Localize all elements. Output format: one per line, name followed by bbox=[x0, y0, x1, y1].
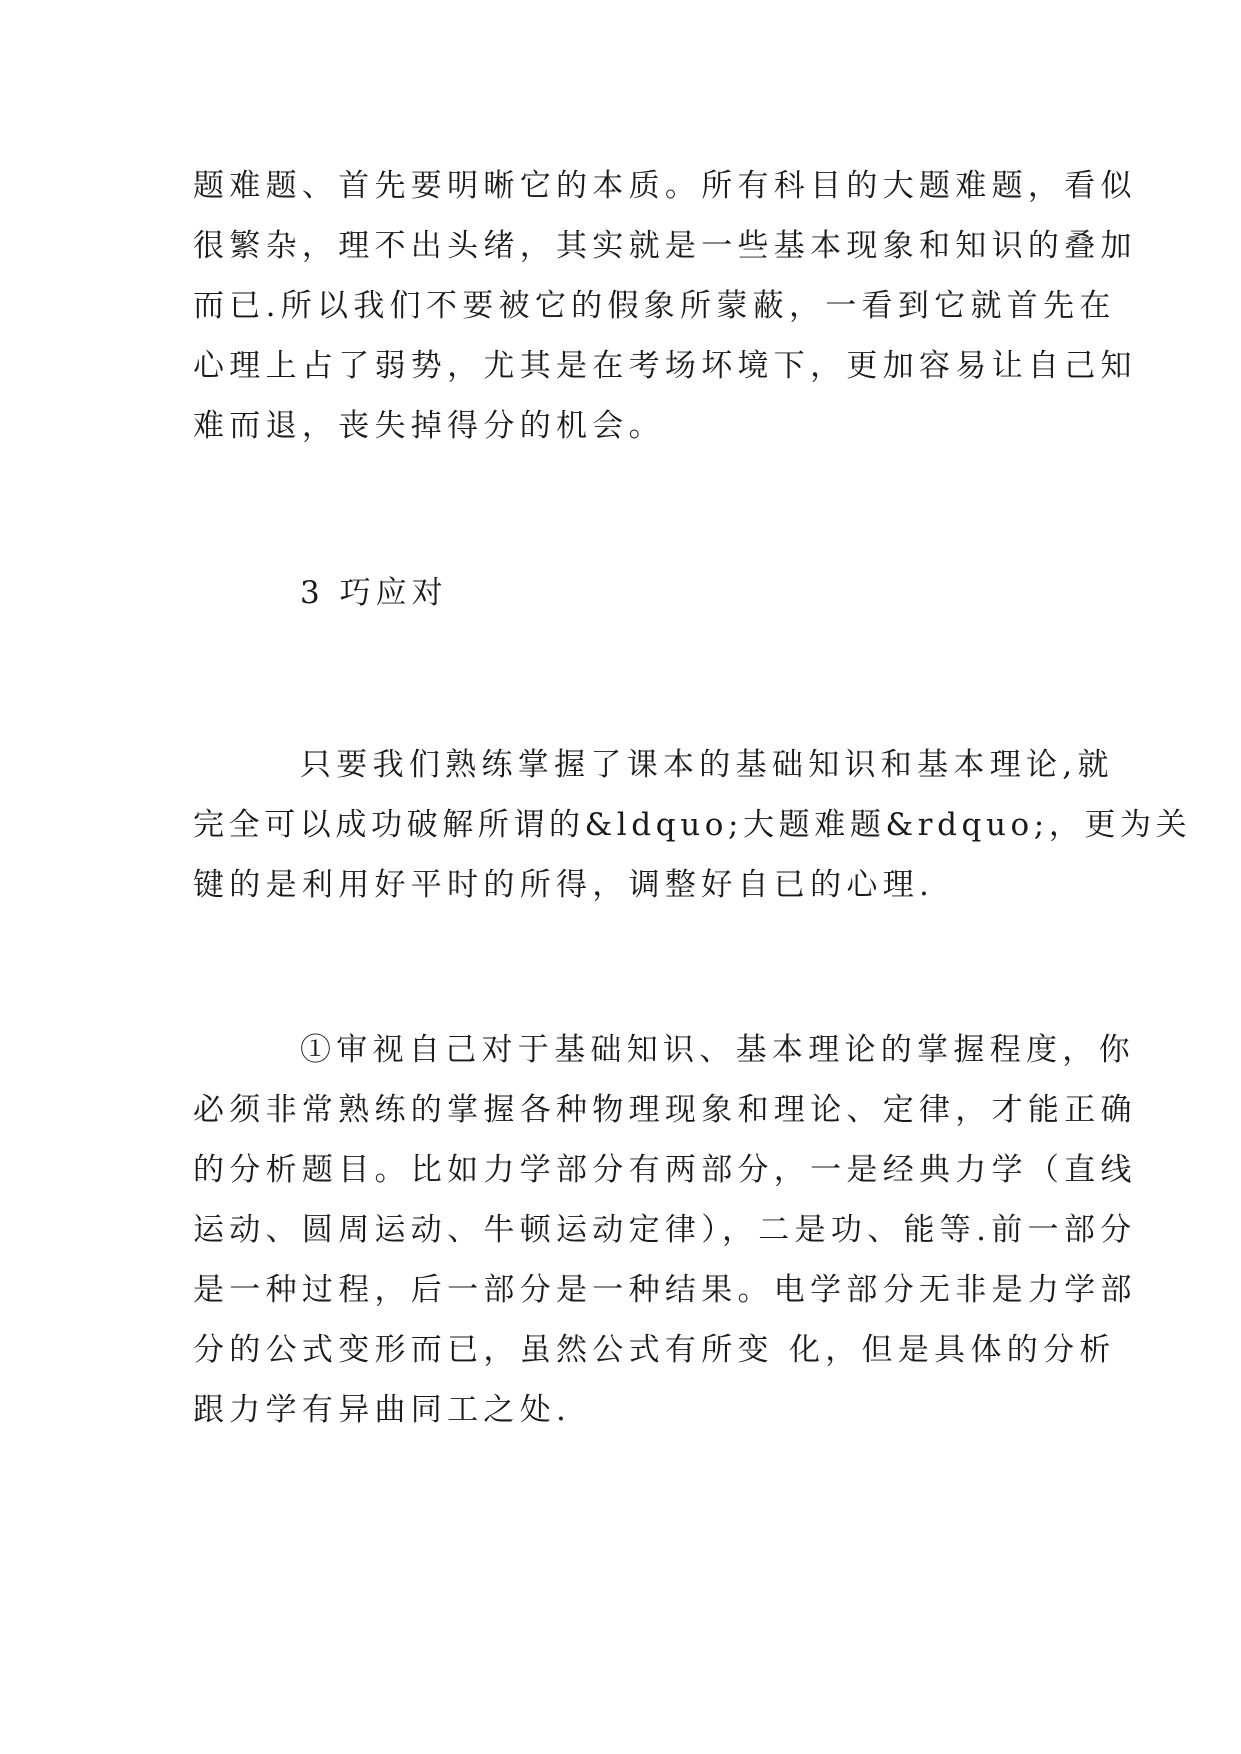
paragraph-2-line-2: 完全可以成功破解所谓的&ldquo;大题难题&rdquo;，更为关 bbox=[193, 807, 1192, 843]
paragraph-1-line-2: 很繁杂，理不出头绪，其实就是一些基本现象和知识的叠加 bbox=[193, 228, 1137, 264]
paragraph-3-line-4: 运动、圆周运动、牛顿运动定律），二是功、能等.前一部分 bbox=[193, 1212, 1137, 1248]
paragraph-3-line-2: 必须非常熟练的掌握各种物理现象和理论、定律，才能正确 bbox=[193, 1092, 1137, 1128]
paragraph-1-line-4: 心理上占了弱势，尤其是在考场坏境下，更加容易让自己知 bbox=[193, 348, 1137, 384]
paragraph-3-line-3: 的分析题目。比如力学部分有两部分，一是经典力学（直线 bbox=[193, 1152, 1137, 1188]
paragraph-3-line-5: 是一种过程，后一部分是一种结果。电学部分无非是力学部 bbox=[193, 1272, 1137, 1308]
paragraph-1-line-1: 题难题、首先要明晰它的本质。所有科目的大题难题，看似 bbox=[193, 168, 1137, 204]
paragraph-3-line-7: 跟力学有异曲同工之处. bbox=[193, 1392, 572, 1428]
paragraph-1-line-3: 而已.所以我们不要被它的假象所蒙蔽，一看到它就首先在 bbox=[193, 288, 1116, 324]
paragraph-2-line-3: 键的是利用好平时的所得，调整好自已的心理. bbox=[193, 867, 935, 903]
paragraph-3-line-6: 分的公式变形而已，虽然公式有所变 化，但是具体的分析 bbox=[193, 1332, 1116, 1368]
paragraph-1-line-5: 难而退，丧失掉得分的机会。 bbox=[193, 408, 665, 444]
paragraph-2-line-1: 只要我们熟练掌握了课本的基础知识和基本理论,就 bbox=[300, 747, 1114, 783]
paragraph-3-line-1: ①审视自己对于基础知识、基本理论的掌握程度，你 bbox=[300, 1032, 1135, 1068]
section-heading: 3 巧应对 bbox=[300, 575, 448, 611]
